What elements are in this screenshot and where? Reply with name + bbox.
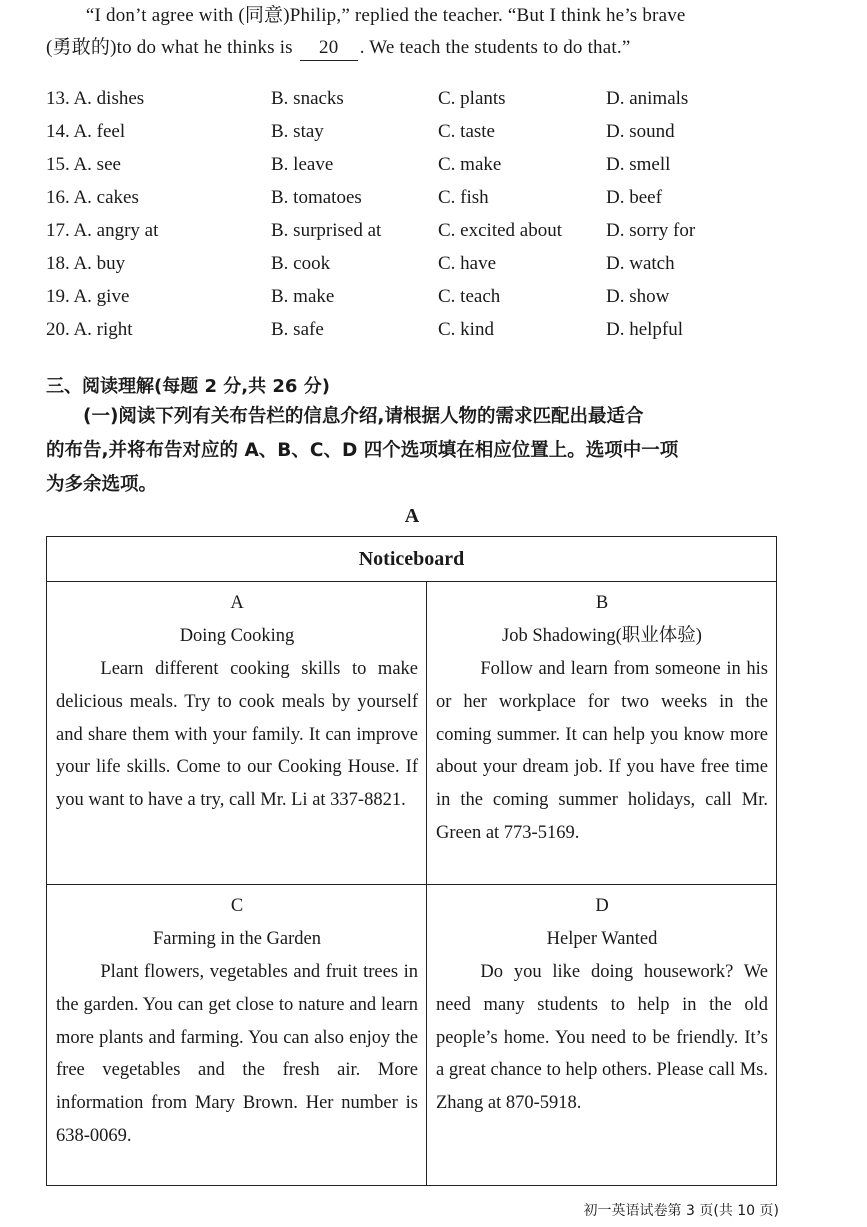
option-b: B. safe bbox=[271, 319, 324, 340]
option-b: B. stay bbox=[271, 121, 324, 142]
option-a: 16. A. cakes bbox=[46, 187, 139, 208]
option-d: D. helpful bbox=[606, 319, 684, 340]
passage-line-2-end: . We teach the students to do that.” bbox=[359, 37, 631, 58]
option-a: 20. A. right bbox=[46, 319, 133, 340]
option-d: D. beef bbox=[606, 187, 662, 208]
passage-label: A bbox=[404, 505, 420, 527]
noticeboard-table bbox=[46, 536, 777, 1186]
option-a: 14. A. feel bbox=[46, 121, 126, 142]
option-a: 17. A. angry at bbox=[46, 220, 159, 241]
option-c: C. make bbox=[438, 154, 502, 175]
question-18-options bbox=[46, 253, 781, 286]
page-footer: 初一英语试卷第 3 页(共 10 页) bbox=[583, 1203, 779, 1219]
question-14-options bbox=[46, 121, 781, 154]
option-a: 15. A. see bbox=[46, 154, 121, 175]
option-c: C. excited about bbox=[438, 220, 562, 241]
notice-body: Plant flowers, vegetables and fruit trees in the garden. You can get close to nature and learn more plants and farming. You can also enjoy the free vegetables and the fresh air. More information from Mary Brown. Her number is 638-0069. bbox=[56, 962, 418, 1146]
option-c: C. plants bbox=[438, 88, 506, 109]
question-17-options bbox=[46, 220, 781, 253]
question-19-options bbox=[46, 286, 781, 319]
option-c: C. fish bbox=[438, 187, 489, 208]
noticeboard-title: Noticeboard bbox=[47, 537, 776, 582]
notice-letter: C bbox=[230, 896, 244, 916]
option-b: B. snacks bbox=[271, 88, 344, 109]
option-c: C. have bbox=[438, 253, 497, 274]
option-c: C. taste bbox=[438, 121, 495, 142]
option-d: D. smell bbox=[606, 154, 671, 175]
row-divider bbox=[47, 884, 776, 885]
option-b: B. surprised at bbox=[271, 220, 382, 241]
section-title: 三、阅读理解(每题 2 分,共 26 分) bbox=[46, 376, 330, 397]
passage-ending bbox=[46, 0, 781, 64]
notice-title: Doing Cooking bbox=[179, 626, 295, 646]
notice-a bbox=[47, 583, 426, 883]
option-d: D. show bbox=[606, 286, 670, 307]
question-15-options bbox=[46, 154, 781, 187]
blank-20: 20 bbox=[300, 36, 358, 61]
notice-body: Do you like doing housework? We need many students to help in the old people’s home. You need to be friendly. It’s a great chance to help others. Please call Ms. Zhang at 870-5918. bbox=[436, 962, 768, 1114]
notice-title: Farming in the Garden bbox=[153, 929, 321, 949]
notice-letter: B bbox=[595, 593, 609, 613]
option-c: C. teach bbox=[438, 286, 501, 307]
option-d: D. watch bbox=[606, 253, 675, 274]
option-d: D. sound bbox=[606, 121, 675, 142]
option-b: B. cook bbox=[271, 253, 331, 274]
notice-title: Helper Wanted bbox=[546, 929, 658, 949]
notice-d bbox=[427, 886, 776, 1186]
notice-letter: A bbox=[230, 593, 244, 613]
passage-line-1: “I don’t agree with (同意)Philip,” replied the teacher. “But I think he’s brave bbox=[85, 5, 686, 26]
question-16-options bbox=[46, 187, 781, 220]
passage-line-2-start: (勇敢的)to do what he thinks is bbox=[46, 37, 293, 58]
notice-body: Follow and learn from someone in his or her workplace for two weeks in the coming summer. It can help you know more about your dream job. If you have free time in the coming summer holidays, call Mr. Green at 773-5169. bbox=[436, 659, 768, 843]
option-a: 13. A. dishes bbox=[46, 88, 145, 109]
option-c: C. kind bbox=[438, 319, 494, 340]
notice-title: Job Shadowing(职业体验) bbox=[502, 626, 702, 646]
question-20-options bbox=[46, 319, 781, 352]
passage-line-2 bbox=[46, 32, 781, 64]
option-b: B. make bbox=[271, 286, 335, 307]
option-a: 18. A. buy bbox=[46, 253, 126, 274]
notice-b bbox=[427, 583, 776, 883]
notice-letter: D bbox=[595, 896, 609, 916]
option-d: D. sorry for bbox=[606, 220, 696, 241]
option-a: 19. A. give bbox=[46, 286, 130, 307]
instruction-line-3: 为多余选项。 bbox=[46, 474, 158, 495]
option-b: B. leave bbox=[271, 154, 334, 175]
notice-c bbox=[47, 886, 426, 1186]
instruction-line-2: 的布告,并将布告对应的 A、B、C、D 四个选项填在相应位置上。选项中一项 bbox=[46, 440, 679, 461]
section-instruction bbox=[46, 400, 781, 502]
instruction-line-1: (一)阅读下列有关布告栏的信息介绍,请根据人物的需求匹配出最适合 bbox=[83, 406, 644, 427]
question-13-options bbox=[46, 88, 781, 121]
option-d: D. animals bbox=[606, 88, 689, 109]
notice-body: Learn different cooking skills to make delicious meals. Try to cook meals by yourself and share them with your family. It can improve your life skills. Come to our Cooking House. If you want to have a try, call Mr. Li at 337-8821. bbox=[56, 659, 418, 811]
option-b: B. tomatoes bbox=[271, 187, 362, 208]
